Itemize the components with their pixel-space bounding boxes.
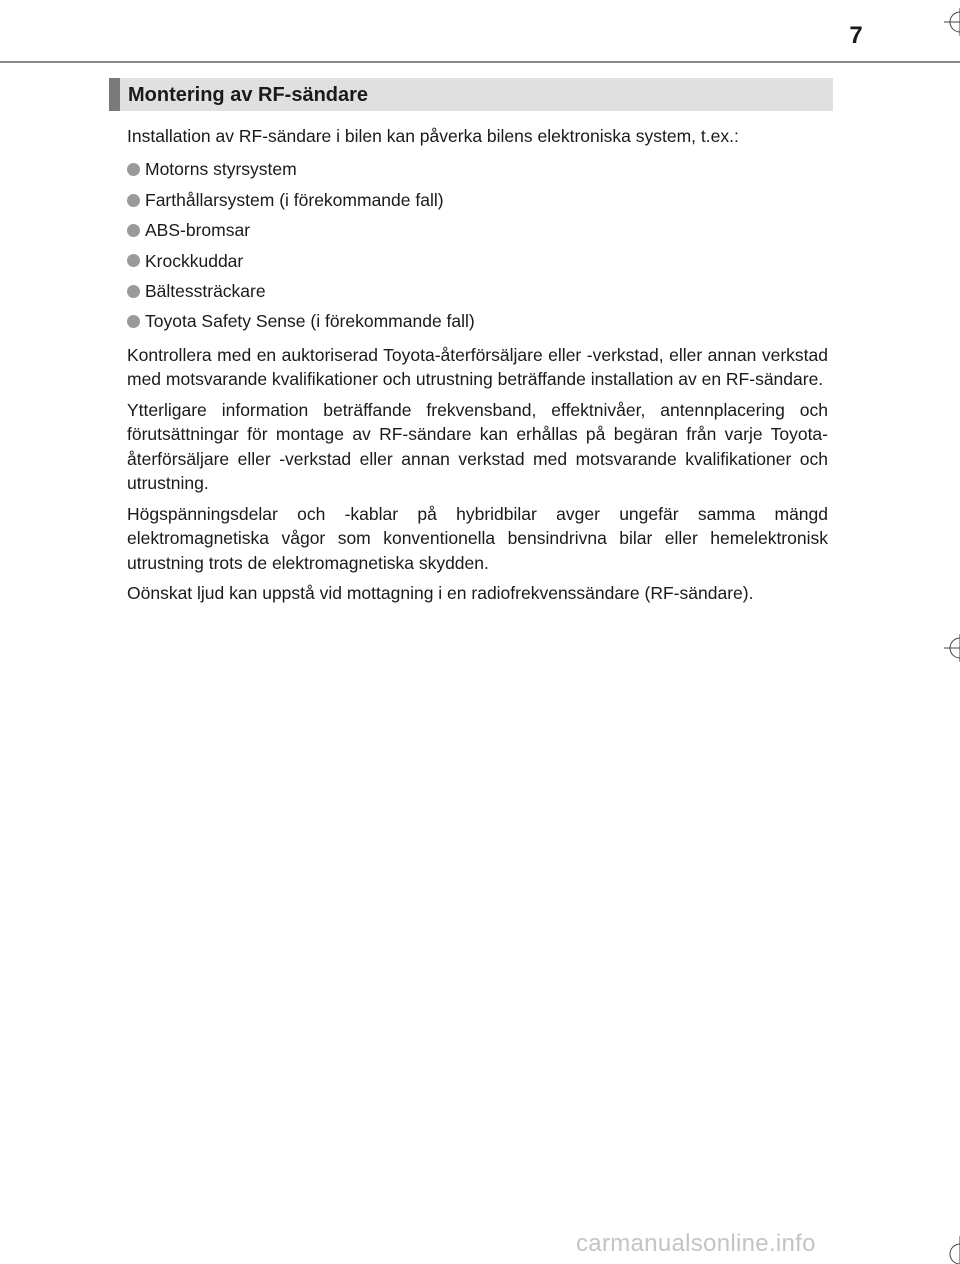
list-item [127, 215, 828, 245]
list-item [127, 306, 828, 336]
registration-mark-icon [938, 8, 960, 36]
paragraph-noise: Oönskat ljud kan uppstå vid mottagning i en radiofrekvenssändare (RF-sändare). [127, 583, 754, 604]
bullet-list [127, 155, 828, 337]
bullet-dot-icon [127, 224, 140, 237]
paragraph-high-voltage: Högspänningsdelar och -kablar på hybridbilar avger ungefär samma mängd elektromagnetiska vågor som konventionella bensindrivna bilar eller hemelektronisk utrustning trots de elektromagnetiska skydden. [127, 503, 828, 573]
registration-mark-icon [938, 634, 960, 662]
content-body [127, 124, 828, 612]
list-item [127, 185, 828, 215]
bullet-dot-icon [127, 194, 140, 207]
intro-text: Installation av RF-sändare i bilen kan påverka bilens elektroniska system, t.ex.: [127, 126, 739, 146]
watermark: carmanualsonline.info [576, 1230, 816, 1257]
paragraph-frequency-info: Ytterligare information beträffande frekvensband, effektnivåer, antennplacering och förutsättningar för montage av RF-sändare kan erhållas på begäran från varje Toyota-återförsäljare eller -verkstad eller annan verkstad med motsvarande kvalifikationer och utrustning. [127, 399, 828, 494]
list-item [127, 276, 828, 306]
registration-mark-right-middle [938, 634, 960, 662]
list-item [127, 155, 828, 185]
registration-mark-top-right [938, 8, 960, 36]
list-item-text: Motorns styrsystem [145, 159, 297, 180]
list-item-text: Bältessträckare [145, 281, 266, 301]
bullet-dot-icon [127, 315, 140, 328]
bullet-dot-icon [127, 163, 140, 176]
section-header [109, 78, 833, 111]
paragraph-dealer-check: Kontrollera med en auktoriserad Toyota-återförsäljare eller -verkstad, eller annan verkstad med motsvarande kvalifikationer och utrustning beträffande installation av en RF-sändare. [127, 344, 828, 390]
top-rule [0, 61, 960, 63]
registration-mark-bottom-right [938, 1236, 960, 1264]
section-title: Montering av RF-sändare [128, 84, 369, 106]
page-number: 7 [849, 22, 863, 49]
registration-mark-icon [938, 1236, 960, 1264]
list-item [127, 246, 828, 276]
bullet-dot-icon [127, 285, 140, 298]
list-item-text: Toyota Safety Sense (i förekommande fall) [145, 311, 475, 332]
list-item-text: Krockkuddar [145, 250, 244, 271]
bullet-dot-icon [127, 254, 140, 267]
list-item-text: Farthållarsystem (i förekommande fall) [145, 189, 444, 210]
list-item-text: ABS-bromsar [145, 220, 251, 241]
